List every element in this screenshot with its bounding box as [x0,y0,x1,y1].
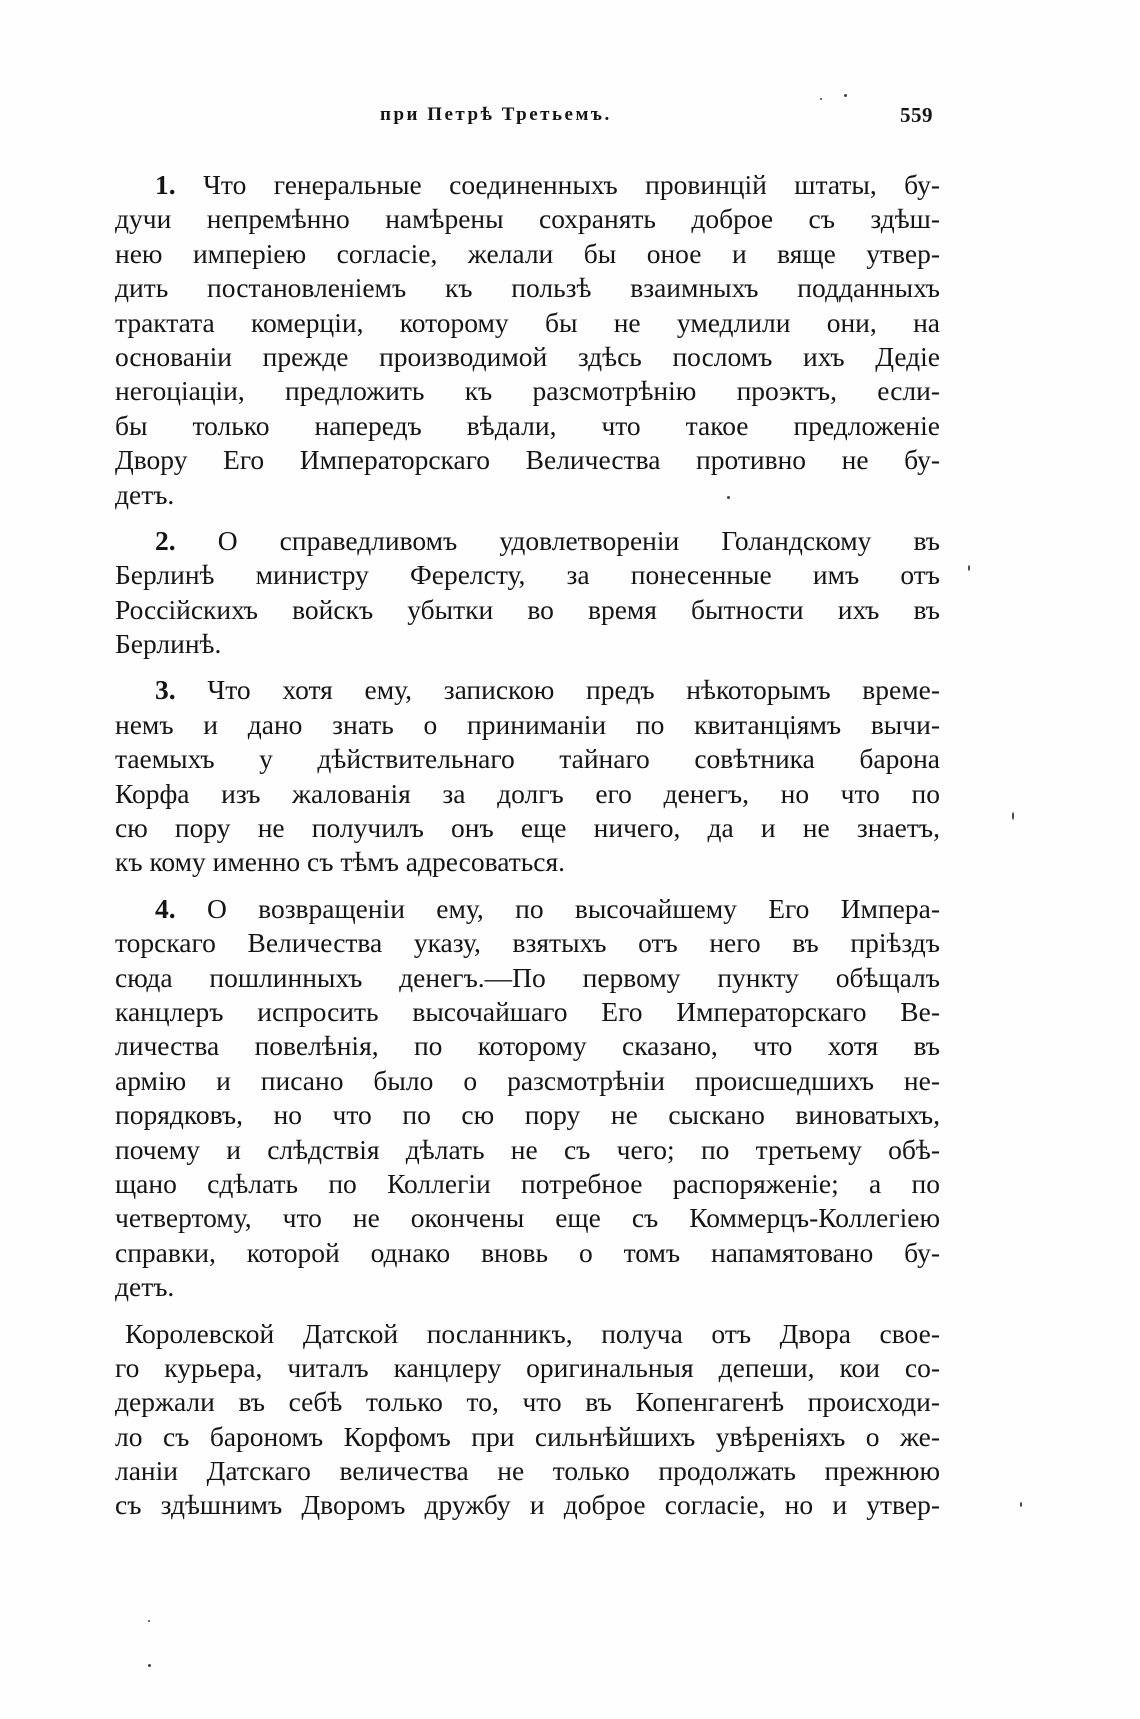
paragraph-1 [115,168,940,512]
page-number: 559 [900,103,933,127]
text-line: почему и слѣдствія дѣлать не съ чего; по третьему обѣ- [115,1133,940,1165]
paragraph-2 [115,524,940,662]
text-line: сюда пошлинныхъ денегъ.—По первому пункту обѣщалъ [115,961,940,993]
text-line: 2. О справедливомъ удовлетвореніи Голандскому въ [155,524,940,556]
text-line: Двору Его Императорскаго Величества противно не бу- [115,444,940,476]
text-line: трактата комерціи, которому бы не умедлили они, на [115,306,940,338]
text-line: Корфа изъ жалованія за долгъ его денегъ, но что по [115,777,940,809]
body-text [115,168,940,1523]
text-line: дучи непремѣнно намѣрены сохранять доброе съ здѣш- [115,203,940,235]
text-line: Берлинѣ. [115,628,222,660]
text-line: къ кому именно съ тѣмъ адресоваться. [115,846,566,878]
scan-speck [148,1664,151,1667]
text-line: Королевской Датской посланникъ, получа отъ Двора свое- [125,1317,940,1349]
text-line: ланіи Датскаго величества не только продолжать прежнюю [115,1455,940,1487]
running-title: при Петрѣ Третьемъ. [380,104,612,125]
text-line: негоціаціи, предложить къ разсмотрѣнію проэктъ, если- [115,375,940,407]
text-line: торскаго Величества указу, взятыхъ отъ него въ пріѣздъ [115,927,940,959]
text-line: основаніи прежде производимой здѣсь посломъ ихъ Дедіе [115,340,940,372]
paragraph-5 [115,1317,940,1523]
paragraph-3 [115,673,940,879]
text-line: справки, которой однако вновь о томъ напамятовано бу- [115,1236,940,1268]
paragraph-number: 1. [155,169,176,200]
scan-speck [148,1620,150,1622]
text-line: нею имперіею согласіе, желали бы оное и вяще утвер- [115,237,940,269]
paragraph-4 [115,892,940,1305]
scan-speck [727,496,730,499]
text-line: щано сдѣлать по Коллегіи потребное распоряженіе; а по [115,1167,940,1199]
paragraph-number: 4. [155,892,176,924]
text-line: ло съ барономъ Корфомъ при сильнѣйшихъ увѣреніяхъ о же- [115,1420,940,1452]
text-line: 4. О возвращеніи ему, по высочайшему Его Импера- [155,892,940,924]
text-line: детъ. [115,478,175,510]
text-line: съ здѣшнимъ Дворомъ дружбу и доброе согласіе, но и утвер- [115,1489,940,1521]
text-line: канцлеръ испросить высочайшаго Его Императорскаго Ве- [115,995,940,1027]
paragraph-number: 2. [155,524,176,556]
paragraph-number: 3. [155,674,176,706]
scan-speck [1012,812,1014,820]
text-line: 3. Что хотя ему, запискою предъ нѣкоторымъ време- [155,674,940,706]
text-line: личества повелѣнія, по которому сказано, что хотя въ [115,1030,940,1062]
text-line: детъ. [115,1271,175,1303]
text-line: сю пору не получилъ онъ еще ничего, да и не знаетъ, [115,812,940,844]
scan-speck [968,565,970,571]
text-line: Россійскихъ войскъ убытки во время бытности ихъ въ [115,593,940,625]
scan-speck [844,94,847,97]
scan-speck [820,98,822,100]
text-line: 1. Что генеральные соединенныхъ провинцій штаты, бу- [155,169,940,200]
scan-speck [1020,1502,1022,1507]
text-line: дить постановленіемъ къ пользѣ взаимныхъ подданныхъ [115,272,940,304]
text-line: таемыхъ у дѣйствительнаго тайнаго совѣтника барона [115,743,940,775]
text-line: держали въ себѣ только то, что въ Копенгагенѣ происходи- [115,1386,940,1418]
text-line: армію и писано было о разсмотрѣніи происшедшихъ не- [115,1064,940,1096]
text-line: четвертому, что не окончены еще съ Коммерцъ-Коллегіею [115,1202,940,1234]
text-line: го курьера, читалъ канцлеру оригинальныя депеши, кои со- [115,1351,940,1383]
text-line: немъ и дано знать о приниманіи по квитанціямъ вычи- [115,708,940,740]
text-line: Берлинѣ министру Ферелсту, за понесенные имъ отъ [115,559,940,591]
text-line: бы только напередъ вѣдали, что такое предложеніе [115,409,940,441]
text-line: порядковъ, но что по сю пору не сыскано виноватыхъ, [115,1099,940,1131]
